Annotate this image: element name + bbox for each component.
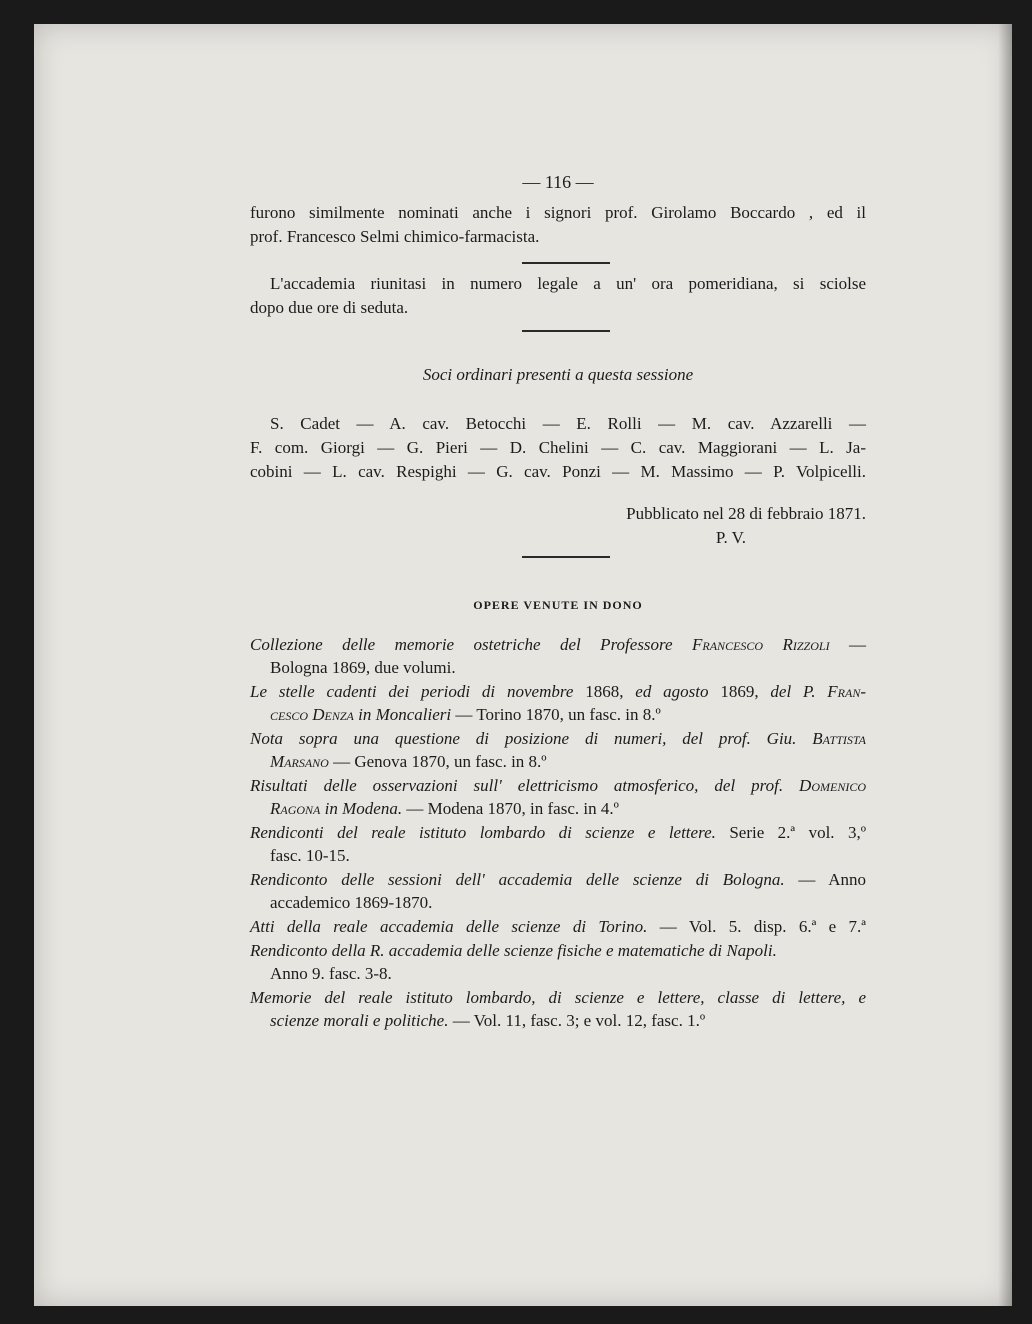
gift-3-line-2 <box>270 751 866 773</box>
gift-2-author-end: cesco Denza <box>270 705 354 724</box>
gift-6-line-1 <box>250 869 866 891</box>
gift-5-line-1 <box>250 822 866 844</box>
gift-5-line-2: fasc. 10-15. <box>270 846 350 865</box>
separator-rule-3 <box>522 556 610 558</box>
gift-9-line-1: Memorie del reale istituto lombardo, di scienze e lettere, classe di lettere, e <box>250 988 866 1007</box>
gift-7-line-1 <box>250 916 866 938</box>
gift-3-title: Nota sopra una questione di posizione di numeri, del prof. Giu. <box>250 729 813 748</box>
page-edge-shadow <box>998 24 1012 1306</box>
gift-6-line-2: accademico 1869-1870. <box>270 893 433 912</box>
gift-5-title: Rendiconti del reale istituto lombardo di scienze e lettere. <box>250 823 730 842</box>
gift-2-title-cont: ed agosto <box>635 682 721 701</box>
nomination-line-1: furono similmente nominati anche i signori prof. Girolamo Boccardo , ed il <box>250 203 866 222</box>
gift-4-line-1 <box>250 775 866 797</box>
gift-4-author-end: Ragona <box>270 799 321 818</box>
members-line-3: cobini — L. cav. Respighi — G. cav. Ponzi — M. Massimo — P. Volpicelli. <box>250 462 866 481</box>
gift-4-imprint: — Modena 1870, in fasc. in 4.º <box>406 799 619 818</box>
publication-date: Pubblicato nel 28 di febbraio 1871. <box>626 504 866 523</box>
gift-3-line-1 <box>250 728 866 750</box>
separator-rule-2 <box>522 330 610 332</box>
gifts-heading: OPERE VENUTE IN DONO <box>473 598 643 612</box>
gift-4-author-start: Domenico <box>799 776 866 795</box>
closing-line-1: L'accademia riunitasi in numero legale a un' ora pomeridiana, si sciolse <box>270 274 866 293</box>
gift-1-line-1 <box>250 634 866 656</box>
gift-4-place: in Modena. <box>320 799 407 818</box>
gift-7-title: Atti della reale accademia delle scienze di Torino. <box>250 917 660 936</box>
gift-6-title: Rendiconto delle sessioni dell' accademia delle scienze di Bologna. <box>250 870 799 889</box>
members-line-2: F. com. Giorgi — G. Pieri — D. Chelini — C. cav. Maggiorani — L. Ja- <box>250 438 866 457</box>
nomination-line-2: prof. Francesco Selmi chimico-farmacista. <box>250 227 540 246</box>
gift-4-title: Risultati delle osservazioni sull' elettricismo atmosferico, del prof. <box>250 776 800 795</box>
pv-signature: P. V. <box>715 528 746 547</box>
gift-2-year-1: 1868, <box>585 682 636 701</box>
gift-8-line-1: Rendiconto della R. accademia delle scienze fisiche e matematiche di Napoli. <box>250 941 777 960</box>
gift-3-author-end: Marsano <box>270 752 329 771</box>
gift-2-author-start: Fran- <box>827 682 866 701</box>
gift-2-line-1 <box>250 681 866 703</box>
separator-rule-1 <box>522 262 610 264</box>
gift-1-dash: — <box>829 635 866 654</box>
members-line-1: S. Cadet — A. cav. Betocchi — E. Rolli — M. cav. Azzarelli — <box>270 414 866 433</box>
gift-2-line-2 <box>270 704 866 726</box>
gift-1-author: Francesco Rizzoli <box>692 635 830 654</box>
gift-8-line-2: Anno 9. fasc. 3-8. <box>270 964 392 983</box>
gift-2-title: Le stelle cadenti dei periodi di novembre <box>250 682 586 701</box>
closing-line-2: dopo due ore di seduta. <box>250 298 409 317</box>
gift-2-imprint: — Torino 1870, un fasc. in 8.º <box>455 705 661 724</box>
gift-1-title: Collezione delle memorie ostetriche del Professore <box>250 635 693 654</box>
gift-9-title-end: scienze morali e politiche. <box>270 1011 453 1030</box>
gift-2-place: in Moncalieri <box>353 705 456 724</box>
page-number: — 116 — <box>522 172 594 192</box>
gift-4-line-2 <box>270 798 866 820</box>
gift-1-line-2: Bologna 1869, due volumi. <box>270 658 456 677</box>
gift-2-by: del P. <box>770 682 828 701</box>
gift-7-volume: — Vol. 5. disp. 6.ª e 7.ª <box>659 917 866 936</box>
gift-3-imprint: — Genova 1870, un fasc. in 8.º <box>328 752 547 771</box>
gift-9-volume: — Vol. 11, fasc. 3; e vol. 12, fasc. 1.º <box>452 1011 706 1030</box>
gift-2-year-2: 1869, <box>720 682 771 701</box>
gift-5-series: Serie 2.ª vol. 3,º <box>729 823 867 842</box>
gift-6-year-label: — Anno <box>798 870 866 889</box>
attendance-title: Soci ordinari presenti a questa sessione <box>422 365 694 384</box>
gift-9-line-2 <box>270 1010 866 1032</box>
gift-3-author-start: Battista <box>812 729 866 748</box>
